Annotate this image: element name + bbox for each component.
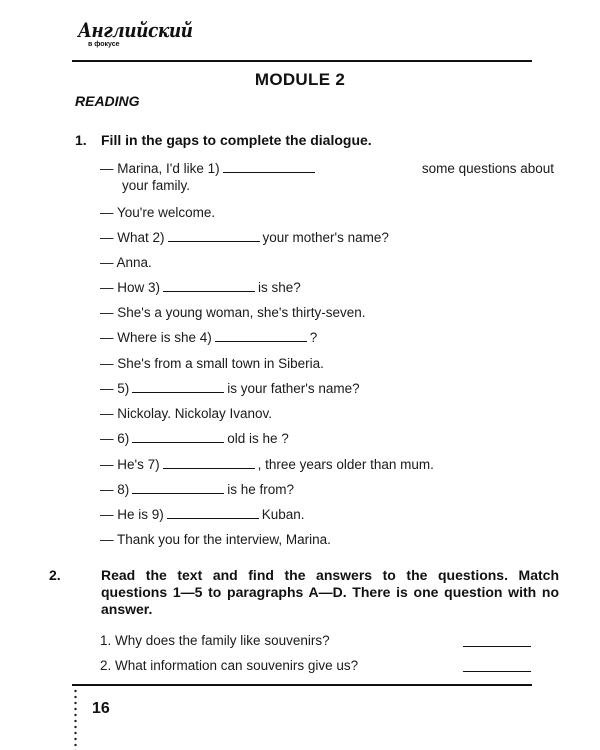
page-edge-dots	[74, 688, 77, 750]
header-divider	[72, 60, 532, 62]
question-1: 1. Why does the family like souvenirs?	[100, 633, 330, 648]
dialogue-line-2: — You're welcome.	[100, 205, 216, 220]
dialogue-line-6: — She's a young woman, she's thirty-seven.	[100, 305, 366, 320]
dialogue-line-13: — 8) is he from?	[100, 482, 295, 497]
answer-2-blank	[463, 671, 531, 672]
logo-subtitle: в фокусе	[88, 41, 120, 48]
dialogue-line-1: — Marina, I'd like 1) some questions about your family.	[100, 161, 554, 193]
gap-5-blank	[132, 380, 224, 393]
page-number: 16	[92, 700, 110, 717]
task-1-number: 1.	[75, 132, 87, 148]
gap-6-blank	[132, 430, 224, 443]
dialogue-line-15: — Thank you for the interview, Marina.	[100, 532, 331, 547]
logo-word: Английский	[78, 19, 193, 43]
textbook-logo	[78, 19, 193, 58]
dialogue-line-8: — She's from a small town in Siberia.	[100, 356, 324, 371]
task-2-title	[49, 567, 559, 618]
gap-8-blank	[132, 481, 224, 494]
gap-7-blank	[163, 456, 255, 469]
question-2: 2. What information can souvenirs give us?	[100, 658, 359, 673]
task-2-instruction: Read the text and find the answers to the questions. Match questions 1—5 to paragraphs A—D. There is one question with no answer.	[101, 567, 559, 617]
dialogue-line-11: — 6) old is he ?	[100, 431, 289, 446]
task-1-instruction: Fill in the gaps to complete the dialogue.	[101, 132, 372, 148]
dialogue-line-14: — He is 9) Kuban.	[100, 507, 305, 522]
dialogue-line-7: — Where is she 4) ?	[100, 330, 318, 345]
section-heading: READING	[75, 93, 140, 109]
dialogue-line-12: — He's 7) , three years older than mum.	[100, 457, 434, 472]
module-title: MODULE 2	[254, 70, 346, 89]
dialogue-line-3: — What 2) your mother's name?	[100, 230, 389, 245]
footer-divider	[72, 684, 532, 686]
dialogue-line-10: — Nickolay. Nickolay Ivanov.	[100, 406, 273, 421]
dialogue-line-9: — 5) is your father's name?	[100, 381, 360, 396]
dialogue-line-4: — Anna.	[100, 255, 152, 270]
task-2-number: 2.	[49, 567, 61, 583]
gap-4-blank	[215, 329, 307, 342]
gap-3-blank	[163, 279, 255, 292]
gap-9-blank	[167, 506, 259, 519]
answer-1-blank	[463, 646, 531, 647]
gap-2-blank	[168, 229, 260, 242]
dialogue-line-5: — How 3) is she?	[100, 280, 301, 295]
gap-1-blank	[223, 160, 315, 173]
task-1-title	[75, 132, 372, 149]
